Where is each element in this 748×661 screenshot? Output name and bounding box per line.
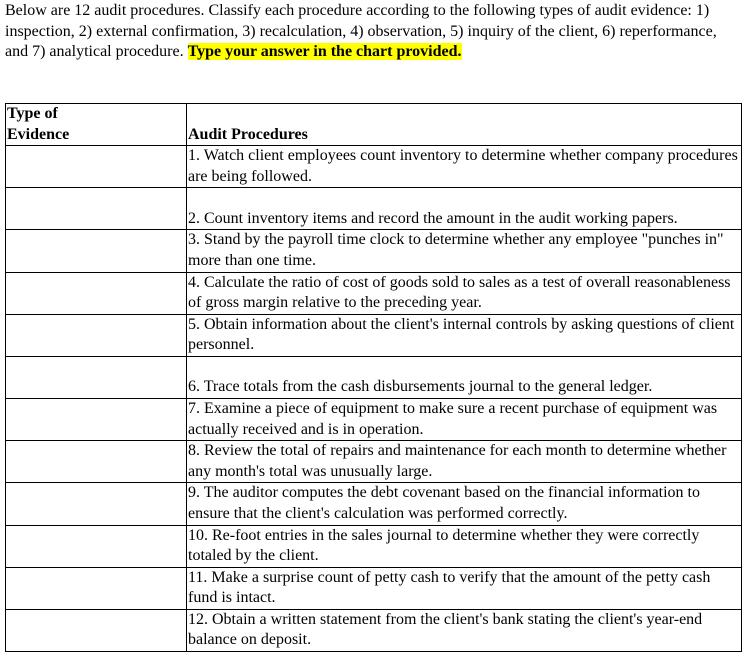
answer-cell-8[interactable]: [6, 441, 187, 483]
answer-cell-10[interactable]: [6, 525, 187, 567]
audit-evidence-table: [5, 103, 742, 652]
answer-cell-2[interactable]: [6, 188, 187, 230]
answer-cell-1[interactable]: [6, 146, 187, 188]
procedure-cell-7: 7. Examine a piece of equipment to make sure a recent purchase of equipment was actually received and is in operation.: [187, 398, 742, 440]
instructions-text: Below are 12 audit procedures. Classify each procedure according to the following types of audit evidence: 1) inspection, 2) external confirmation, 3) recalculation, 4) observation, 5) inquiry of the client, 6) reperformance, and 7) analytical procedure.: [5, 2, 717, 61]
answer-cell-11[interactable]: [6, 567, 187, 609]
table-row: [6, 356, 742, 398]
answer-cell-4[interactable]: [6, 272, 187, 314]
procedure-cell-4: 4. Calculate the ratio of cost of goods sold to sales as a test of overall reasonableness of gross margin relative to the preceding year.: [187, 272, 742, 314]
table-row: [6, 567, 742, 609]
answer-cell-6[interactable]: [6, 356, 187, 398]
type-header-line1: Type of: [7, 105, 58, 122]
table-row: [6, 146, 742, 188]
answer-cell-12[interactable]: [6, 609, 187, 651]
table-header-row: [6, 104, 742, 146]
table-row: [6, 483, 742, 525]
answer-cell-7[interactable]: [6, 398, 187, 440]
table-row: [6, 525, 742, 567]
procedure-cell-1: 1. Watch client employees count inventory to determine whether company procedures are being followed.: [187, 146, 742, 188]
type-of-evidence-header: [6, 104, 187, 146]
answer-cell-3[interactable]: [6, 230, 187, 272]
procedure-cell-3: 3. Stand by the payroll time clock to determine whether any employee "punches in" more than one time.: [187, 230, 742, 272]
procedure-cell-11: 11. Make a surprise count of petty cash to verify that the amount of the petty cash fund is intact.: [187, 567, 742, 609]
procedure-cell-2: 2. Count inventory items and record the amount in the audit working papers.: [187, 188, 742, 230]
procedure-cell-8: 8. Review the total of repairs and maintenance for each month to determine whether any month's total was unusually large.: [187, 441, 742, 483]
instructions-paragraph: [5, 1, 735, 63]
type-header-line2: Evidence: [7, 125, 70, 143]
table-row: [6, 398, 742, 440]
table-row: [6, 230, 742, 272]
procedure-cell-9: 9. The auditor computes the debt covenant based on the financial information to ensure that the client's calculation was performed correctly.: [187, 483, 742, 525]
table-row: [6, 188, 742, 230]
table-row: [6, 314, 742, 356]
table-row: [6, 441, 742, 483]
procedure-cell-5: 5. Obtain information about the client's internal controls by asking questions of client personnel.: [187, 314, 742, 356]
audit-procedures-header: Audit Procedures: [187, 104, 742, 146]
answer-cell-9[interactable]: [6, 483, 187, 525]
procedure-cell-12: 12. Obtain a written statement from the client's bank stating the client's year-end balance on deposit.: [187, 609, 742, 651]
procedure-cell-6: 6. Trace totals from the cash disbursements journal to the general ledger.: [187, 356, 742, 398]
table-row: [6, 272, 742, 314]
answer-cell-5[interactable]: [6, 314, 187, 356]
table-row: [6, 609, 742, 651]
instructions-highlight: Type your answer in the chart provided.: [187, 43, 462, 61]
procedure-cell-10: 10. Re-foot entries in the sales journal to determine whether they were correctly totaled by the client.: [187, 525, 742, 567]
